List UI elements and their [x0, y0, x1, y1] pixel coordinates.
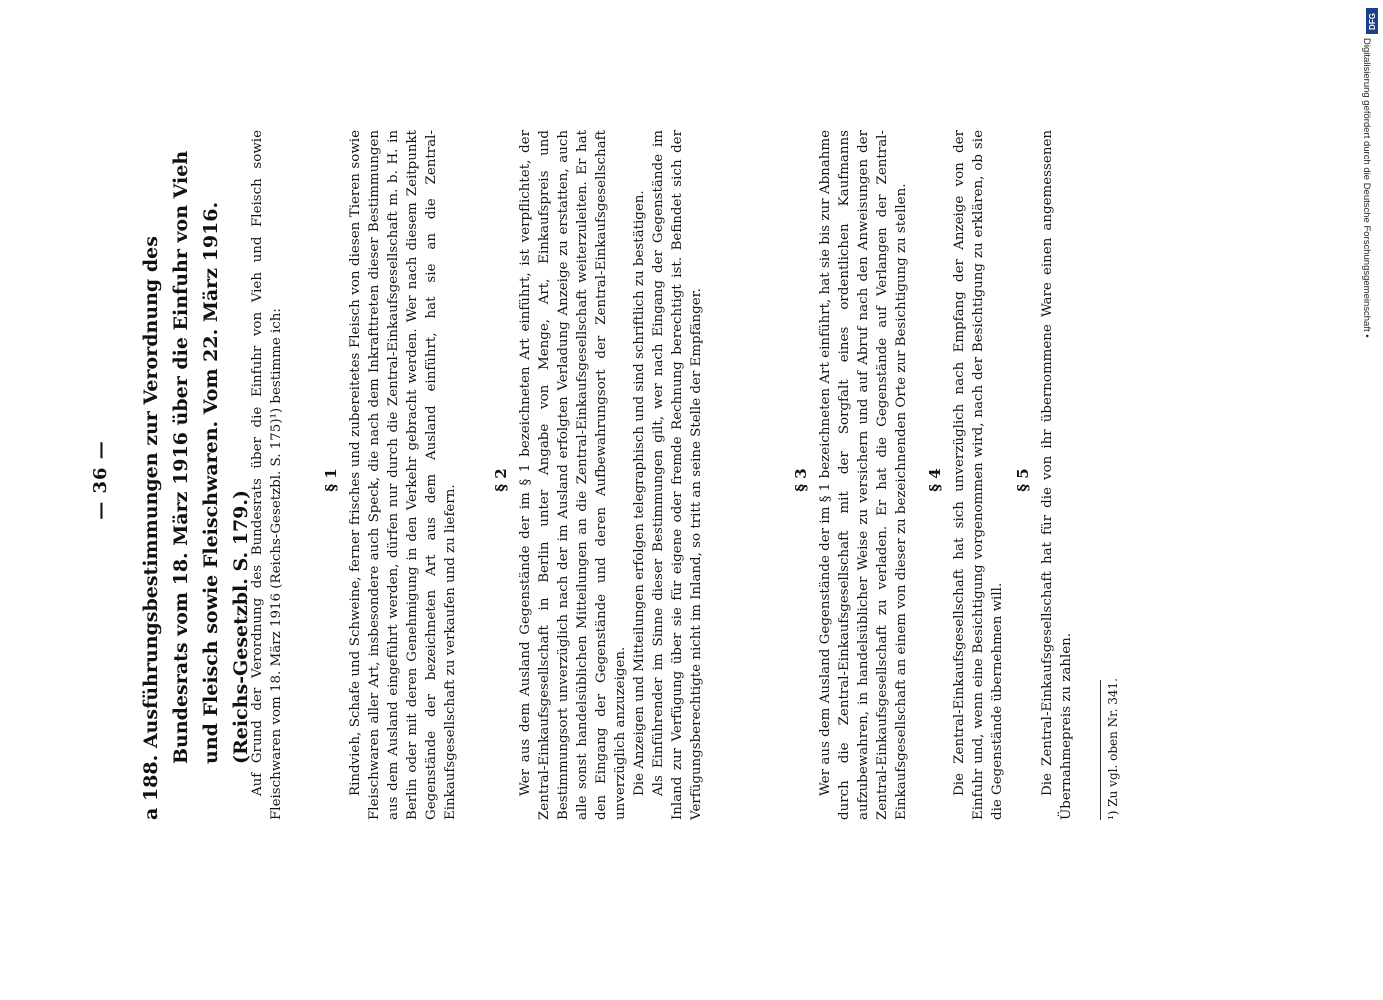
section-heading-4: § 4: [926, 468, 944, 492]
section-2-body: [516, 130, 706, 820]
dfg-logo: [1366, 8, 1378, 34]
section-heading-1: § 1: [322, 468, 340, 492]
section-heading-2: § 2: [492, 468, 510, 492]
dfg-logo-text: DFG: [1367, 12, 1377, 30]
digitization-credit: Digitalisierung gefördert durch die Deutsche Forschungsgemeinschaft •: [1361, 38, 1372, 338]
preamble-text: Auf Grund der Verordnung des Bundesrats über die Einfuhr von Vieh und Fleisch sowie Fleischwaren vom 18. März 1916 (Reichs-Gesetzbl. S. 175)¹) bestimme ich:: [250, 130, 284, 820]
section-1-body: [346, 130, 460, 820]
section-2-paragraph-2: Die Anzeigen und Mitteilungen erfolgen telegraphisch und sind schriftlich zu bestätigen.: [632, 190, 647, 796]
section-3-body: [816, 130, 911, 820]
section-5-paragraph-1: Die Zentral-Einkaufsgesellschaft hat für die von ihr übernommene Ware einen angemessenen Übernahmepreis zu zahlen.: [1040, 130, 1074, 820]
footnote: ¹) Zu vgl. oben Nr. 341.: [1106, 678, 1120, 820]
section-1-paragraph-1: Rindvieh, Schafe und Schweine, ferner frisches und zubereitetes Fleisch von diesen Tieren sowie Fleischwaren aller Art, insbesondere auch Speck, die nach dem Inkrafttreten dieser Bestimmungen aus dem Ausland eingeführt werden, dürfen nur durch die Zentral-Einkaufsgesellschaft m. b. H. in Berlin oder mit deren Genehmigung in den Verkehr gebracht werden. Wer nach diesem Zeitpunkt Gegenstände der bezeichneten Art aus dem Ausland einführt, hat sie an die Zentral-Einkaufsgesellschaft zu verkaufen und zu liefern.: [348, 130, 458, 820]
rotated-document-page: [60, 100, 1180, 860]
digitization-strip: [1361, 6, 1380, 396]
section-4-paragraph-1: Die Zentral-Einkaufsgesellschaft hat sich unverzüglich nach Empfang der Anzeige von der Einfuhr und, wenn eine Besichtigung vorgenommen wird, nach der Besichtigung zu erklären, ob sie die Gegenstände übernehmen will.: [952, 130, 1005, 820]
page-number: — 36 —: [90, 440, 111, 520]
section-4-body: [950, 130, 1007, 820]
section-2-paragraph-3: Als Einführender im Sinne dieser Bestimmungen gilt, wer nach Eingang der Gegenstände im Inland zur Verfügung über sie für eigene oder fremde Rechnung berechtigt ist. Befindet sich der Verfügungsberechtigte nicht im Inland, so tritt an seine Stelle der Empfänger.: [651, 130, 704, 820]
section-2-paragraph-1: Wer aus dem Ausland Gegenstände der im § 1 bezeichneten Art einführt, ist verpflichtet, der Zentral-Einkaufsgesellschaft in Berlin unter Angabe von Menge, Art, Einkaufspreis und Bestimmungsort unverzüglich nach der im Ausland erfolgten Verladung Anzeige zu erstatten, auch alle sonst handelsüblichen Mitteilungen an die Zentral-Einkaufsgesellschaft weiterzuleiten. Er hat den Eingang der Gegenstände und deren Aufbewahrungsort der Zentral-Einkaufsgesellschaft unverzüglich anzuzeigen.: [518, 130, 628, 820]
section-3-paragraph-1: Wer aus dem Ausland Gegenstände der im § 1 bezeichneten Art einführt, hat sie bis zur Abnahme durch die Zentral-Einkaufsgesellschaft mit der Sorgfalt eines ordentlichen Kaufmanns aufzubewahren, in handelsüblicher Weise zu versichern und auf Abruf nach den Anweisungen der Zentral-Einkaufsgesellschaft zu verladen. Er hat die Gegenstände auf Verlangen der Zentral-Einkaufsgesellschaft an einem von dieser zu bezeichnenden Orte zur Besichtigung zu stellen.: [818, 130, 909, 820]
footnote-rule: [1100, 680, 1101, 820]
section-heading-3: § 3: [792, 468, 810, 492]
section-heading-5: § 5: [1014, 468, 1032, 492]
section-5-body: [1038, 130, 1076, 820]
preamble: [248, 130, 286, 820]
document-title: a 188. Ausführungsbestimmungen zur Verordnung des Bundesrats vom 18. März 1916 über die Einfuhr von Vieh und Fleisch sowie Fleischwaren. Vom 22. März 1916. (Reichs-Gesetzbl. S. 179.): [140, 150, 252, 820]
